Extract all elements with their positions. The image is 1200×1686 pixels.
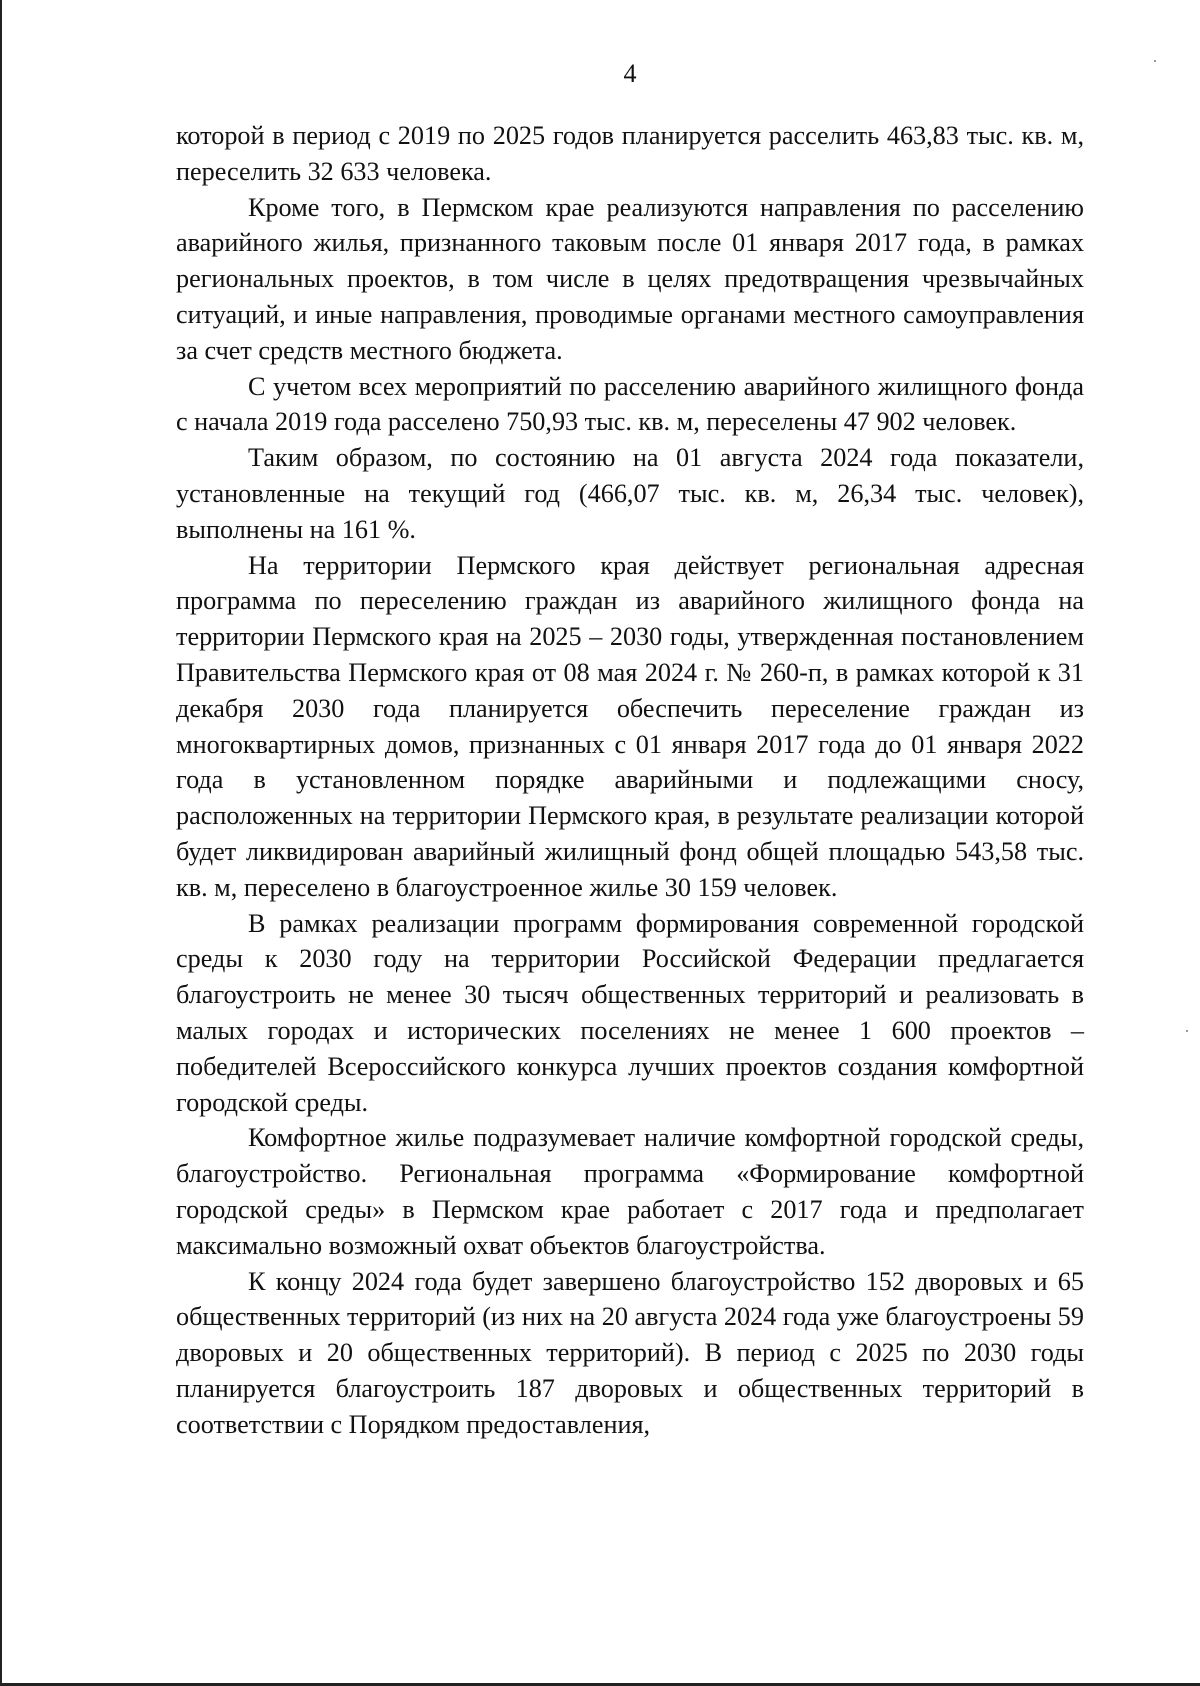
paragraph-continuation: которой в период с 2019 по 2025 годов планируется расселить 463,83 тыс. кв. м, переселить 32 633 человека. bbox=[176, 121, 1084, 186]
page-number: 4 bbox=[623, 59, 637, 88]
paragraph-emergency-housing-directions: Кроме того, в Пермском крае реализуются направления по расселению аварийного жилья, признанного таковым после 01 января 2017 года, в рамках региональных проектов, в том числе в целях предотвращения чрезвычайных ситуаций, и иные направления, проводимые органами местного самоуправления за счет средств местного бюджета. bbox=[176, 192, 1084, 365]
paragraph-resettlement-totals: С учетом всех мероприятий по расселению аварийного жилищного фонда с начала 2019 года расселено 750,93 тыс. кв. м, переселены 47 902 человек. bbox=[176, 371, 1084, 437]
scan-edge-left bbox=[0, 0, 2, 1686]
scan-speck bbox=[1186, 1030, 1188, 1032]
paragraph-urban-environment-goals: В рамках реализации программ формирования современной городской среды к 2030 году на территории Российской Федерации предлагается благоустроить не менее 30 тысяч общественных территорий и реализовать в малых городах и исторических поселениях не менее 1 600 проектов – победителей Всероссийского конкурса лучших проектов создания комфортной городской среды. bbox=[176, 908, 1084, 1117]
paragraph-comfortable-housing: Комфортное жилье подразумевает наличие комфортной городской среды, благоустройство. Региональная программа «Формирование комфортной городской среды» в Пермском крае работает с 2017 года и предполагает максимально возможный охват объектов благоустройства. bbox=[176, 1123, 1084, 1260]
paragraph-current-year-indicators: Таким образом, по состоянию на 01 августа 2024 года показатели, установленные на текущий год (466,07 тыс. кв. м, 26,34 тыс. человек), выполнены на 161 %. bbox=[176, 443, 1084, 544]
document-body bbox=[176, 118, 1084, 1442]
paragraph-landscaping-plans: К концу 2024 года будет завершено благоустройство 152 дворовых и 65 общественных территорий (из них на 20 августа 2024 года уже благоустроены 59 дворовых и 20 общественных территорий). В период с 2025 по 2030 годы планируется благоустроить 187 дворовых и общественных территорий в соответствии с Порядком предоставления, bbox=[176, 1266, 1084, 1439]
paragraph-regional-program: На территории Пермского края действует региональная адресная программа по переселению граждан из аварийного жилищного фонда на территории Пермского края на 2025 – 2030 годы, утвержденная постановлением Правительства Пермского края от 08 мая 2024 г. № 260-п, в рамках которой к 31 декабря 2030 года планируется обеспечить переселение граждан из многоквартирных домов, признанных с 01 января 2017 года до 01 января 2022 года в установленном порядке аварийными и подлежащими сносу, расположенных на территории Пермского края, в результате реализации которой будет ликвидирован аварийный жилищный фонд общей площадью 543,58 тыс. кв. м, переселено в благоустроенное жилье 30 159 человек. bbox=[176, 550, 1084, 902]
